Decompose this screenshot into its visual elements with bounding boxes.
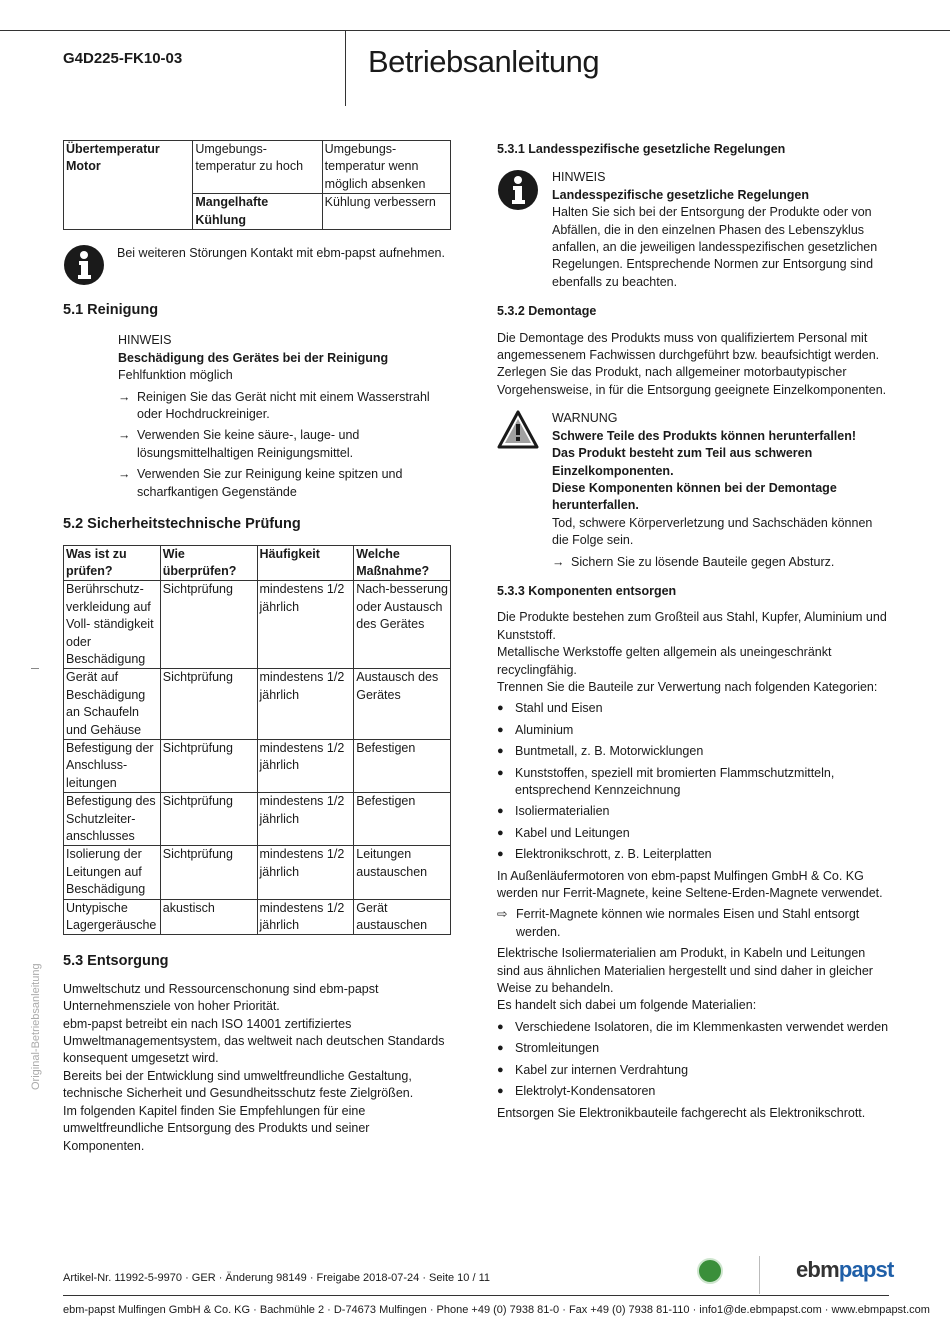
table-cell: mindestens 1/2 jährlich — [257, 846, 354, 899]
material-list — [497, 700, 889, 863]
notice-title: Beschädigung des Gerätes bei der Reinigung — [118, 350, 389, 365]
logo-part: papst — [838, 1257, 894, 1282]
list-item-text: Elektronikschrott, z. B. Leiterplatten — [515, 847, 712, 862]
document-title: Betriebsanleitung — [368, 44, 600, 79]
sidebar-label: Original-Betriebsanleitung — [30, 963, 42, 1090]
result-arrow-icon: ⇨ — [497, 907, 508, 922]
contact-note-text: Bei weiteren Störungen Kontakt mit ebm-papst aufnehmen. — [117, 246, 445, 261]
bullet-icon: ● — [497, 1020, 504, 1033]
bullet-icon: ● — [497, 723, 504, 736]
paragraph: Trennen Sie die Bauteile zur Verwertung nach folgenden Kategorien: — [497, 679, 878, 694]
table-cell: Kühlung verbessern — [322, 194, 450, 230]
paragraph: ebm-papst betreibt ein nach ISO 14001 zertifiziertes Umweltmanagementsystem, das weltweit nach deutschen Standards konsequent umgesetzt wird. — [63, 1016, 445, 1066]
table-cell: Mangelhafte Kühlung — [193, 194, 322, 230]
table-cell: Untypische Lagergeräusche — [64, 899, 161, 935]
list-item — [118, 466, 451, 501]
list-item-text: Kabel und Leitungen — [515, 825, 630, 840]
table-cell: Sichtprüfung — [160, 669, 257, 740]
list-item-text: Verwenden Sie keine säure-, lauge- und lösungsmittelhaltigen Reinigungsmittel. — [137, 428, 360, 460]
table-cell: Austausch des Gerätes — [354, 669, 451, 740]
table-row — [64, 739, 451, 792]
paragraph: Im folgenden Kapitel finden Sie Empfehlungen für eine umweltfreundliche Entsorgung des Produkts und seiner Komponenten. — [63, 1103, 370, 1153]
column-header: Wie überprüfen? — [160, 545, 257, 581]
list-item-text: Verschiedene Isolatoren, die im Klemmenkasten verwendet werden — [515, 1019, 889, 1034]
list-item — [497, 1019, 889, 1036]
bullet-icon: ● — [497, 766, 504, 779]
list-item — [497, 722, 889, 739]
list-item — [497, 743, 889, 760]
bullet-icon: ● — [497, 745, 504, 758]
info-icon — [497, 169, 539, 211]
logo-divider — [759, 1256, 760, 1294]
list-item-text: Reinigen Sie das Gerät nicht mit einem Wasserstrahl oder Hochdruckreiniger. — [137, 389, 430, 422]
table-cell: Sichtprüfung — [160, 739, 257, 792]
insulation-list — [497, 1019, 889, 1101]
list-item-text: Kunststoffen, speziell mit bromierten Flammschutzmitteln, entsprechend Kennzeichnung — [515, 765, 835, 797]
table-cell: mindestens 1/2 jährlich — [257, 899, 354, 935]
table-cell: Umgebungs-temperatur wenn möglich absenken — [322, 141, 450, 194]
header-divider — [345, 30, 346, 106]
table-cell: Nach-besserung oder Austausch des Gerätes — [354, 581, 451, 669]
notice-title: Landesspezifische gesetzliche Regelungen — [552, 187, 810, 202]
paragraph: Die Produkte bestehen zum Großteil aus Stahl, Kupfer, Aluminium und Kunststoff. — [497, 610, 887, 642]
warning-icon — [497, 410, 539, 450]
column-header: Häufigkeit — [257, 545, 354, 581]
right-column — [497, 140, 889, 1122]
bullet-icon: ● — [497, 848, 504, 861]
fault-table — [63, 140, 451, 230]
list-item-text: Isoliermaterialien — [515, 804, 610, 819]
table-cell: Befestigen — [354, 793, 451, 846]
arrow-icon: → — [118, 428, 131, 443]
paragraph: In Außenläufermotoren von ebm-papst Mulfingen GmbH & Co. KG werden nur Ferrit-Magnete, keine Seltene-Erden-Magnete verwendet. — [497, 868, 883, 901]
warning-label: WARNUNG — [552, 411, 618, 426]
section-heading: 5.1 Reinigung — [63, 302, 159, 319]
list-item — [497, 906, 889, 941]
table-cell: Übertemperatur Motor — [64, 141, 193, 230]
list-item-text: Elektrolyt-Kondensatoren — [515, 1084, 656, 1099]
table-row — [64, 141, 451, 194]
table-cell: Gerät auf Beschädigung an Schaufeln und Gehäuse — [64, 669, 161, 740]
list-item — [118, 427, 451, 462]
bullet-icon: ● — [497, 826, 504, 839]
bullet-icon: ● — [497, 1042, 504, 1055]
warning-detail: Diese Komponenten können bei der Demontage herunterfallen. — [552, 480, 837, 513]
section-heading: 5.3.1 Landesspezifische gesetzliche Regelungen — [497, 142, 786, 156]
side-mark — [31, 668, 39, 669]
notice-text: Halten Sie sich bei der Entsorgung der Produkte oder von Abfällen, die in den einzelnen Phasen des Lebenszyklus anfallen, an die jeweiligen landesspezifischen gesetzlichen Regelungen. Entsprechende Normen zur Entsorgung sind ebenfalls zu beachten. — [552, 205, 878, 289]
list-item-text: Verwenden Sie zur Reinigung keine spitzen und scharfkantigen Gegenstände — [137, 467, 403, 499]
notice-body — [552, 169, 889, 291]
table-row — [64, 899, 451, 935]
warning-title: Schwere Teile des Produkts können herunterfallen! — [552, 428, 857, 443]
list-item — [552, 554, 889, 571]
paragraph: Elektrische Isoliermaterialien am Produkt, in Kabeln und Leitungen sind aus ähnlichen Materialien hergestellt und sind daher in gleicher Weise zu behandeln. — [497, 946, 873, 996]
table-cell: Leitungen austauschen — [354, 846, 451, 899]
arrow-icon: → — [118, 467, 131, 482]
table-cell: Sichtprüfung — [160, 846, 257, 899]
arrow-icon: → — [118, 389, 131, 404]
paragraph: Es handelt sich dabei um folgende Materialien: — [497, 998, 757, 1013]
notice-label: HINWEIS — [552, 170, 606, 185]
arrow-icon: → — [552, 554, 565, 569]
table-cell: akustisch — [160, 899, 257, 935]
table-header-row — [64, 545, 451, 581]
list-item-text: Buntmetall, z. B. Motorwicklungen — [515, 744, 704, 759]
table-row — [64, 669, 451, 740]
model-number: G4D225-FK10-03 — [63, 50, 183, 67]
article-info: Artikel-Nr. 11992-5-9970 · GER · Änderung 98149 · Freigabe 2018-07-24 · Seite 10 / 11 — [63, 1272, 491, 1284]
table-cell: Isolierung der Leitungen auf Beschädigung — [64, 846, 161, 899]
table-cell: mindestens 1/2 jährlich — [257, 581, 354, 669]
warning-text: Tod, schwere Körperverletzung und Sachschäden können die Folge sein. — [552, 515, 873, 548]
table-cell: mindestens 1/2 jährlich — [257, 739, 354, 792]
contact-note — [63, 244, 451, 286]
warning-detail: Das Produkt besteht zum Teil aus schweren Einzelkomponenten. — [552, 446, 813, 478]
section-heading: 5.3 Entsorgung — [63, 953, 169, 970]
header-rule — [0, 30, 950, 31]
list-item-text: Aluminium — [515, 722, 574, 737]
section-heading: 5.2 Sicherheitstechnische Prüfung — [63, 516, 301, 533]
info-icon — [63, 244, 105, 286]
paragraph: Metallische Werkstoffe gelten allgemein als uneingeschränkt recyclingfähig. — [497, 645, 832, 677]
table-cell: Sichtprüfung — [160, 793, 257, 846]
regulations-notice — [497, 169, 889, 291]
table-row — [64, 793, 451, 846]
left-column — [63, 140, 451, 1155]
table-cell: Umgebungs-temperatur zu hoch — [193, 141, 322, 194]
logo-part: ebm — [796, 1257, 839, 1282]
table-cell: Berührschutz-verkleidung auf Voll- ständigkeit oder Beschädigung — [64, 581, 161, 669]
list-item — [497, 803, 889, 820]
column-header: Welche Maßnahme? — [354, 545, 451, 581]
table-cell: Befestigung des Schutzleiter-anschlusses — [64, 793, 161, 846]
bullet-icon: ● — [497, 1063, 504, 1076]
paragraph: Entsorgen Sie Elektronikbauteile fachgerecht als Elektronikschrott. — [497, 1105, 866, 1120]
list-item-text: Stahl und Eisen — [515, 701, 603, 716]
paragraph: Bereits bei der Entwicklung sind umweltfreundliche Gestaltung, technische Sicherheit und Gesundheitsschutz feste Zielgrößen. — [63, 1068, 414, 1101]
notice-subtitle: Fehlfunktion möglich — [118, 368, 233, 383]
list-item — [497, 1040, 889, 1057]
table-row — [64, 846, 451, 899]
company-info: ebm-papst Mulfingen GmbH & Co. KG · Bachmühle 2 · D-74673 Mulfingen · Phone +49 (0) 7938 81-0 · Fax +49 (0) 7938 81-110 · info1@de.ebmpapst.com · www.ebmpapst.com — [63, 1304, 930, 1316]
table-cell: Sichtprüfung — [160, 581, 257, 669]
section-heading: 5.3.2 Demontage — [497, 304, 597, 319]
list-item — [497, 846, 889, 863]
list-item-text: Sichern Sie zu lösende Bauteile gegen Absturz. — [571, 554, 835, 569]
inspection-table — [63, 545, 451, 936]
notice-label: HINWEIS — [118, 333, 172, 348]
paragraph: Umweltschutz und Ressourcenschonung sind ebm-papst Unternehmensziele von hoher Priorität. — [63, 981, 379, 1014]
table-cell: mindestens 1/2 jährlich — [257, 793, 354, 846]
paragraph: Die Demontage des Produkts muss von qualifiziertem Personal mit angemessenem Fachwissen durchgeführt bzw. beaufsichtigt werden. Zerlegen Sie das Produkt, nach allgemeiner motorbautypischer Vorgehensweise, in für die Entsorgung geeignete Einzelkomponenten. — [497, 330, 887, 397]
table-row — [64, 581, 451, 669]
list-item — [497, 1062, 889, 1079]
table-cell: Befestigen — [354, 739, 451, 792]
table-cell: Gerät austauschen — [354, 899, 451, 935]
list-item-text: Stromleitungen — [515, 1041, 600, 1056]
bullet-icon: ● — [497, 805, 504, 818]
greentech-badge-icon — [697, 1258, 723, 1284]
cleaning-notice — [118, 332, 451, 501]
list-item — [497, 700, 889, 717]
bullet-icon: ● — [497, 1085, 504, 1098]
ebmpapst-logo — [796, 1257, 894, 1283]
warning-body — [552, 410, 889, 571]
list-item — [118, 389, 451, 424]
table-cell: mindestens 1/2 jährlich — [257, 669, 354, 740]
column-header: Was ist zu prüfen? — [64, 545, 161, 581]
list-item-text: Ferrit-Magnete können wie normales Eisen und Stahl entsorgt werden. — [516, 907, 860, 939]
warning-notice — [497, 410, 889, 571]
bullet-icon: ● — [497, 702, 504, 715]
disposal-text — [63, 981, 451, 1155]
table-cell: Befestigung der Anschluss-leitungen — [64, 739, 161, 792]
list-item-text: Kabel zur internen Verdrahtung — [515, 1062, 689, 1077]
list-item — [497, 765, 889, 800]
section-heading: 5.3.3 Komponenten entsorgen — [497, 583, 677, 598]
list-item — [497, 1083, 889, 1100]
footer-rule — [63, 1295, 889, 1296]
list-item — [497, 825, 889, 842]
